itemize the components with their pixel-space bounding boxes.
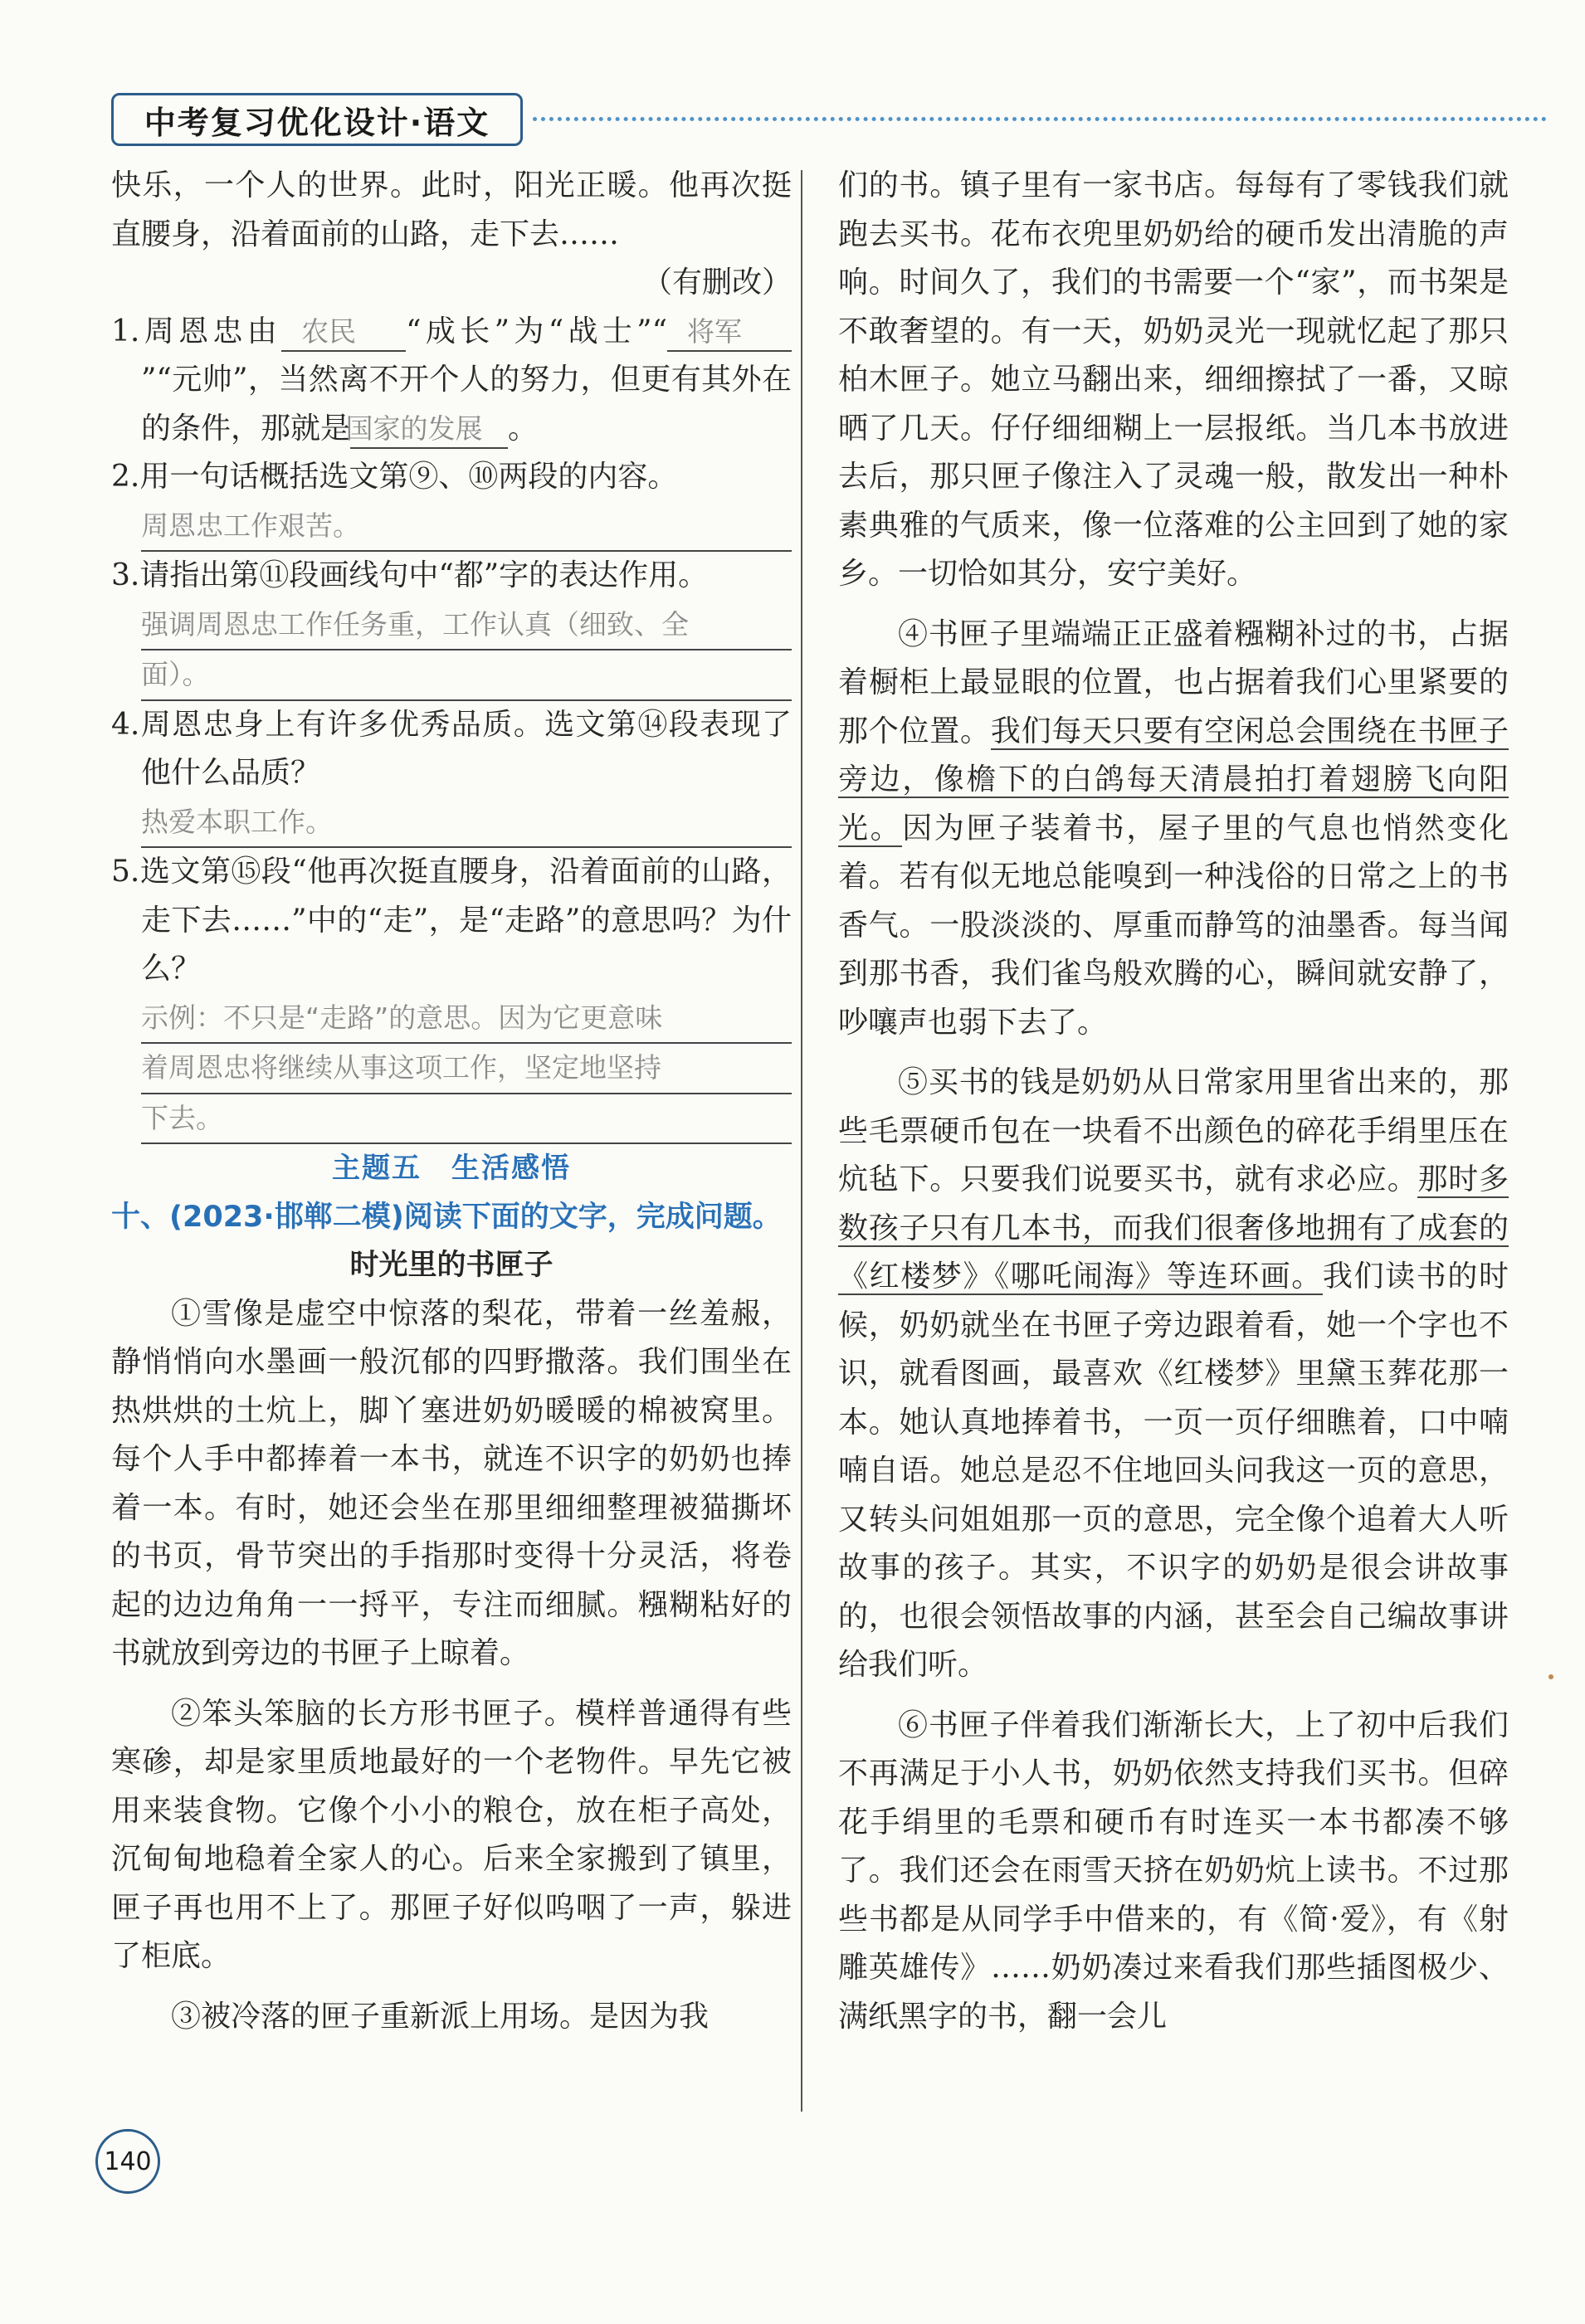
header-dotted-rule bbox=[533, 117, 1547, 121]
header-title-box bbox=[111, 93, 523, 146]
column-divider bbox=[801, 170, 802, 2112]
q1-text-d: 。 bbox=[508, 411, 539, 446]
page-number: 140 bbox=[95, 2129, 160, 2194]
q1-number: 1. bbox=[111, 314, 140, 348]
paragraph-6: ⑥书匣子伴着我们渐渐长大，上了初中后我们不再满足于小人书，奶奶依然支持我们买书。但碎花手绢里的毛票和硬币有时连买一本书都凑不够了。我们还会在雨雪天挤在奶奶炕上读书。不过那些书都是从同学手中借来的，有《简·爱》，有《射雕英雄传》……奶奶凑过来看我们那些插图极少、满纸黑字的书，翻一会儿 bbox=[838, 1708, 1509, 2034]
p4-text-b: 因为匣子装着书，屋子里的气息也悄然变化着。若有似无地总能嗅到一种浅俗的日常之上的书香气。一股淡淡的、厚重而静笃的油墨香。每当闻到那书香，我们雀鸟般欢腾的心，瞬间就安静了，吵嚷声也弱下去了。 bbox=[838, 811, 1509, 1040]
left-column bbox=[111, 162, 792, 2041]
intro-paragraph: 快乐，一个人的世界。此时，阳光正暖。他再次挺直腰身，沿着面前的山路，走下去…… bbox=[111, 168, 792, 251]
question-1 bbox=[111, 308, 792, 454]
question-3: 3.请指出第⑪段画线句中“都”字的表达作用。 bbox=[111, 558, 709, 592]
q5-answer-line-3[interactable]: 下去。 bbox=[141, 1094, 792, 1145]
p5-text-a: ⑤买书的钱是奶奶从日常家用里省出来的，那些毛票硬币包在一块看不出颜色的碎花手绢里压在炕毡下。只要我们说要买书，就有求必应。 bbox=[838, 1065, 1509, 1196]
q1-text-a: 周恩忠由 bbox=[139, 314, 282, 348]
q4-answer[interactable]: 热爱本职工作。 bbox=[141, 798, 792, 849]
q3-answer-line-1[interactable]: 强调周恩忠工作任务重，工作认真（细致、全 bbox=[141, 601, 792, 651]
q1-text-b: “成长”为“战士”“ bbox=[406, 314, 667, 348]
q1-blank-3[interactable]: 国家的发展 bbox=[350, 411, 508, 449]
section-title: 主题五 生活感悟 bbox=[332, 1152, 571, 1185]
q1-blank-1[interactable]: 农民 bbox=[281, 314, 406, 352]
q5-answer-line-2[interactable]: 着周恩忠将继续从事这项工作，坚定地坚持 bbox=[141, 1044, 792, 1094]
source-note: （有删改） bbox=[641, 266, 792, 300]
paragraph-5 bbox=[838, 1059, 1509, 1690]
article-title: 时光里的书匣子 bbox=[349, 1249, 554, 1282]
q1-blank-2[interactable]: 将军 bbox=[667, 314, 792, 352]
paragraph-4 bbox=[838, 611, 1509, 1048]
q2-answer[interactable]: 周恩忠工作艰苦。 bbox=[141, 502, 792, 553]
paragraph-1: ①雪像是虚空中惊落的梨花，带着一丝羞赧，静悄悄向水墨画一般沉郁的四野撒落。我们围坐在热烘烘的土炕上，脚丫塞进奶奶暖暖的棉被窝里。每个人手中都捧着一本书，就连不识字的奶奶也捧着一本。有时，她还会坐在那里细细整理被猫撕坏的书页，骨节突出的手指那时变得十分灵活，将卷起的边边角角一一捋平，专注而细腻。糨糊粘好的书就放到旁边的书匣子上晾着。 bbox=[111, 1296, 792, 1670]
p4-underlined-sentence: 我们每天只要有空闲总会围绕在书匣子旁边，像檐下的白鸽每天清晨拍打着翅膀飞向阳光。 bbox=[838, 714, 1509, 845]
header-title: 中考复习优化设计·语文 bbox=[144, 104, 490, 141]
margin-dot bbox=[1548, 1674, 1553, 1679]
paragraph-3-start: ③被冷落的匣子重新派上用场。是因为我 bbox=[171, 1999, 710, 2034]
paragraph-3-continued: 们的书。镇子里有一家书店。每每有了零钱我们就跑去买书。花布衣兜里奶奶给的硬币发出清脆的声响。时间久了，我们的书需要一个“家”，而书架是不敢奢望的。有一天，奶奶灵光一现就忆起了那只柏木匣子。她立马翻出来，细细擦拭了一番，又晾晒了几天。仔仔细细糊上一层报纸。当几本书放进去后，那只匣子像注入了灵魂一般，散发出一种朴素典雅的气质来，像一位落难的公主回到了她的家乡。一切恰如其分，安宁美好。 bbox=[838, 168, 1509, 591]
question-10-title: 十、(2023·邯郸二模)阅读下面的文字，完成问题。 bbox=[111, 1200, 782, 1234]
question-5: 5.选文第⑮段“他再次挺直腰身，沿着面前的山路，走下去……”中的“走”，是“走路”的意思吗？为什么？ bbox=[111, 855, 792, 986]
question-4: 4.周恩忠身上有许多优秀品质。选文第⑭段表现了他什么品质？ bbox=[111, 707, 792, 790]
q5-answer-line-1[interactable]: 示例：不只是“走路”的意思。因为它更意味 bbox=[141, 994, 792, 1045]
question-2: 2.用一句话概括选文第⑨、⑩两段的内容。 bbox=[111, 460, 678, 494]
paragraph-2: ②笨头笨脑的长方形书匣子。模样普通得有些寒碜，却是家里质地最好的一个老物件。早先它被用来装食物。它像个小小的粮仓，放在柜子高处，沉甸甸地稳着全家人的心。后来全家搬到了镇里，匣子再也用不上了。那匣子好似呜咽了一声，躲进了柜底。 bbox=[111, 1696, 792, 1973]
p5-underlined-sentence: 那时多数孩子只有几本书，而我们很奢侈地拥有了成套的《红楼梦》《哪吒闹海》等连环画。 bbox=[838, 1162, 1509, 1294]
q3-answer-line-2[interactable]: 面）。 bbox=[141, 650, 792, 701]
p4-text-a: ④书匣子里端端正正盛着糨糊补过的书，占据着橱柜上最显眼的位置，也占据着我们心里紧要的那个位置。 bbox=[838, 616, 1509, 748]
q1-text-c: ”“元帅”，当然离不开个人的努力，但更有其外在的条件，那就是 bbox=[141, 363, 792, 446]
right-column bbox=[838, 162, 1509, 2041]
p5-text-b: 我们读书的时候，奶奶就坐在书匣子旁边跟着看，她一个字也不识，就看图画，最喜欢《红楼梦》里黛玉葬花那一本。她认真地捧着书，一页一页仔细瞧着，口中喃喃自语。她总是忍不住地回头问我这一页的意思，又转头问姐姐那一页的意思，完全像个追着大人听故事的孩子。其实，不识字的奶奶是很会讲故事的，也很会领悟故事的内涵，甚至会自己编故事讲给我们听。 bbox=[838, 1259, 1509, 1682]
